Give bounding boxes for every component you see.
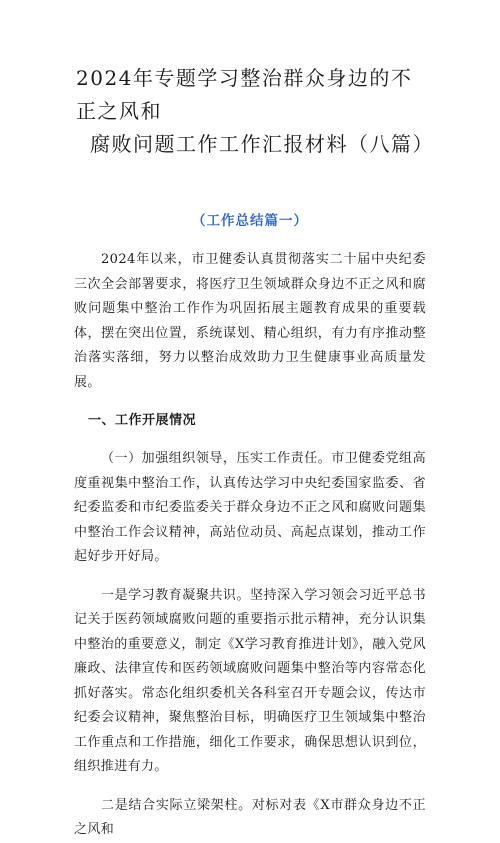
paragraph-framework: 二是结合实际立梁架柱。对标对表《X市群众身边不正之风和	[74, 797, 426, 837]
paragraph-intro: 2024年以来，市卫健委认真贯彻落实二十届中央纪委三次全会部署要求，将医疗卫生领域群众身边不正之风和腐败问题集中整治工作作为巩固拓展主题教育成果的重要载体，摆在突出位置，系统谋划、精心组织，有力有序推动整治落实落细，努力以整治成效助力卫生健康事业高质量发展。	[74, 252, 426, 390]
document-title	[74, 62, 434, 161]
paragraph-organization: （一）加强组织领导，压实工作责任。市卫健委党组高度重视集中整治工作，认真传达学习中央纪委国家监委、省纪委监委和市纪委监委关于群众身边不正之风和腐败问题集中整治工作会议精神，高站位动员、高起点谋划，推动工作起好步开好局。	[74, 451, 426, 564]
section-heading: 一、工作开展情况	[88, 413, 197, 428]
document-subtitle: （工作总结篇一）	[192, 213, 308, 229]
title-line-2: 腐败问题工作工作汇报材料（八篇）	[90, 132, 434, 156]
paragraph-study: 一是学习教育凝聚共识。坚持深入学习领会习近平总书记关于医药领域腐败问题的重要指示批示精神，充分认识集中整治的重要意义，制定《X学习教育推进计划》，融入党风廉政、法律宣传和医药领域腐败问题集中整治等内容常态化抓好落实。常态化组织委机关各科室召开专题会议，传达市纪委会议精神，聚焦整治目标，明确医疗卫生领域集中整治工作重点和工作措施，细化工作要求，确保思想认识到位，组织推进有力。	[74, 587, 426, 774]
title-line-1: 2024年专题学习整治群众身边的不正之风和	[76, 66, 413, 123]
